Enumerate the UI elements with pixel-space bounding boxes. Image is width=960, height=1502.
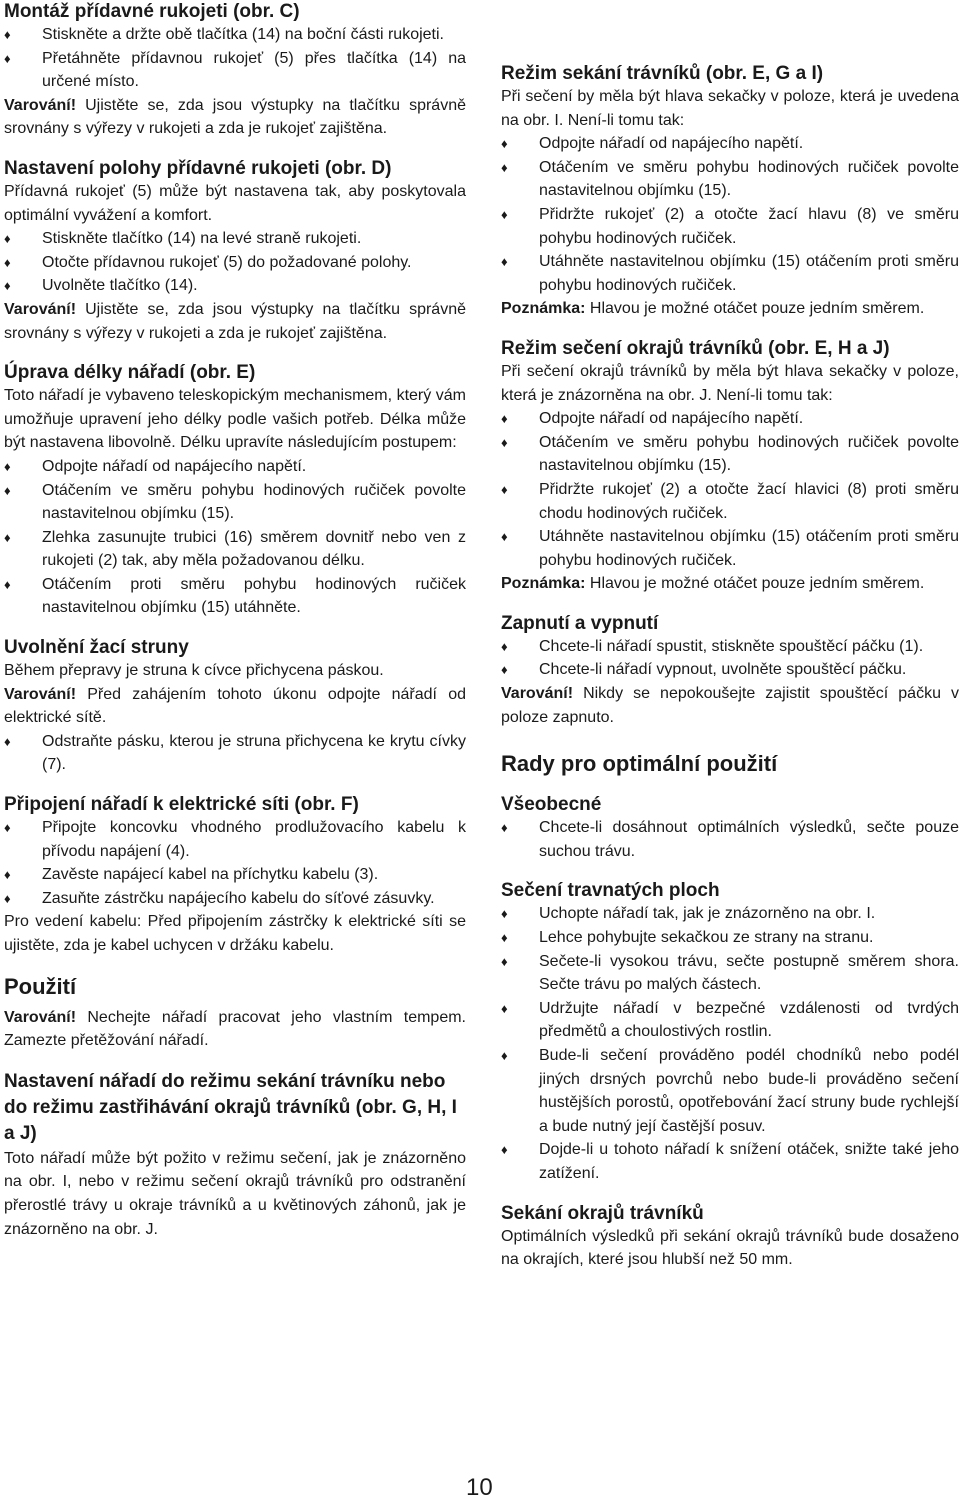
section-title-length-adjust: Úprava délky nářadí (obr. E) (4, 362, 256, 384)
section-title-power-connect: Připojení nářadí k elektrické síti (obr. F) (4, 794, 359, 816)
handle-mount-list (4, 23, 466, 94)
section-title-mowing-mode: Režim sekání trávníků (obr. E, G a I) (501, 63, 824, 84)
warning-paragraph (4, 1006, 466, 1053)
note-label: Poznámka: (501, 575, 586, 593)
warning-label: Varování! (4, 685, 77, 703)
list-item: ♦ Chcete-li nářadí vypnout, uvolněte spouštěcí páčku. (501, 658, 959, 682)
list-item: ♦ Připojte koncovku vhodného prodlužovacího kabelu k přívodu napájení (4). (4, 816, 466, 863)
list-item: ♦ Chcete-li dosáhnout optimálních výsledků, sečte pouze suchou trávu. (501, 816, 959, 863)
section-title-handle-mount: Montáž přídavné rukojeti (obr. C) (4, 1, 300, 22)
paragraph: Přídavná rukojeť (5) může být nastavena tak, aby poskytovala optimální vyvážení a komfort. (4, 182, 466, 224)
paragraph: Toto nářadí může být požito v režimu sečení, jak je znázorněno na obr. I, nebo v režimu sečení okrajů trávníků pro odstranění přerostlé trávy u okraje trávníků a u květinových záhonů, jak je znázorněno na obr. J. (4, 1149, 466, 1238)
list-item: ♦ Zlehka zasunujte trubici (16) směrem dovnitř nebo ven z rukojeti (2) tak, aby měla požadovanou délku. (4, 526, 466, 573)
length-adjust-list (4, 455, 466, 620)
paragraph: Při sečení okrajů trávníků by měla být hlava sekačky v poloze, která je znázorněna na obr. J. Není-li tomu tak: (501, 362, 959, 404)
paragraph: Optimálních výsledků při sekání okrajů trávníků bude dosaženo na okrajích, které jsou hlubší než 50 mm. (501, 1227, 959, 1269)
list-item: ♦ Otáčením ve směru pohybu hodinových ručiček povolte nastavitelnou objímku (15). (501, 431, 959, 478)
warning-paragraph (501, 682, 959, 729)
warning-text: Ujistěte se, zda jsou výstupky na tlačítku správně srovnány s výřezy v rukojeti a zda je rukojeť zajištěna. (4, 96, 466, 138)
note-text: Hlavou je možné otáčet pouze jedním směrem. (585, 575, 925, 593)
left-column (4, 0, 466, 1241)
section-title-tips: Rady pro optimální použití (501, 751, 778, 777)
list-item: ♦ Otáčením ve směru pohybu hodinových ručiček povolte nastavitelnou objímku (15). (4, 479, 466, 526)
list-item: ♦ Udržujte nářadí v bezpečné vzdálenosti od tvrdých předmětů a choulostivých rostlin. (501, 997, 959, 1044)
note-text: Hlavou je možné otáčet pouze jedním směrem. (585, 300, 925, 318)
list-item: ♦ Přidržte rukojeť (2) a otočte žací hlavici (8) proti směru chodu hodinových ručiček. (501, 478, 959, 525)
general-list (501, 816, 959, 863)
line-release-list (4, 730, 466, 777)
section-title-edge-cutting: Sekání okrajů trávníků (501, 1202, 704, 1224)
edging-mode-list (501, 407, 959, 572)
list-item: ♦ Uchopte nářadí tak, jak je znázorněno na obr. I. (501, 902, 959, 926)
section-title-lawn-mowing: Sečení travnatých ploch (501, 880, 720, 902)
warning-label: Varování! (4, 300, 77, 318)
warning-paragraph (4, 298, 466, 345)
warning-label: Varování! (501, 685, 574, 703)
lawn-mowing-list (501, 902, 959, 1185)
list-item: ♦ Utáhněte nastavitelnou objímku (15) otáčením proti směru pohybu hodinových ručiček. (501, 525, 959, 572)
list-item: ♦ Stiskněte a držte obě tlačítka (14) na boční části rukojeti. (4, 23, 466, 47)
warning-text: Nechejte nářadí pracovat jeho vlastním tempem. Zamezte přetěžování nářadí. (4, 1008, 466, 1050)
warning-paragraph (4, 94, 466, 141)
list-item: ♦ Utáhněte nastavitelnou objímku (15) otáčením proti směru pohybu hodinových ručiček. (501, 250, 959, 297)
power-connect-list (4, 816, 466, 910)
list-item: ♦ Otáčením proti směru pohybu hodinových ručiček nastavitelnou objímku (15) utáhněte. (4, 573, 466, 620)
paragraph: Při sečení by měla být hlava sekačky v poloze, která je uvedena na obr. I. Není-li tomu tak: (501, 88, 959, 129)
list-item: ♦ Chcete-li nářadí spustit, stiskněte spouštěcí páčku (1). (501, 635, 959, 659)
mowing-mode-list (501, 132, 959, 297)
paragraph: Toto nářadí je vybaveno teleskopickým mechanismem, který vám umožňuje upravení jeho délky podle vašich potřeb. Délka může být nastavena libovolně. Délku upravíte následujícím postupem: (4, 387, 466, 452)
section-title-handle-position: Nastavení polohy přídavné rukojeti (obr. D) (4, 157, 392, 179)
list-item: ♦ Zasuňte zástrčku napájecího kabelu do síťové zásuvky. (4, 887, 466, 911)
paragraph: Během přepravy je struna k cívce přichycena páskou. (4, 662, 384, 680)
list-item: ♦ Odstraňte pásku, kterou je struna přichycena ke krytu cívky (7). (4, 730, 466, 777)
warning-text: Nikdy se nepokoušejte zajistit spouštěcí páčku v poloze zapnuto. (501, 685, 959, 726)
warning-label: Varování! (4, 1008, 77, 1026)
list-item: ♦ Stiskněte tlačítko (14) na levé straně rukojeti. (4, 227, 466, 251)
section-title-usage: Použití (4, 973, 77, 999)
section-title-on-off: Zapnutí a vypnutí (501, 612, 659, 634)
list-item: ♦ Odpojte nářadí od napájecího napětí. (501, 407, 959, 431)
list-item: ♦ Otočte přídavnou rukojeť (5) do požadované polohy. (4, 251, 466, 275)
warning-text: Ujistěte se, zda jsou výstupky na tlačítku správně srovnány s výřezy v rukojeti a zda je rukojeť zajištěna. (4, 300, 466, 342)
section-title-mode-setup: Nastavení nářadí do režimu sekání trávníku nebo do režimu zastřihávání okrajů trávníků (obr. G, H, I a J) (4, 1070, 457, 1144)
right-column (501, 52, 959, 1272)
list-item: ♦ Otáčením ve směru pohybu hodinových ručiček povolte nastavitelnou objímku (15). (501, 156, 959, 203)
list-item: ♦ Přetáhněte přídavnou rukojeť (5) přes tlačítka (14) na určené místo. (4, 47, 466, 94)
warning-label: Varování! (4, 96, 77, 114)
section-title-general: Všeobecné (501, 794, 602, 816)
list-item: ♦ Odpojte nářadí od napájecího napětí. (501, 132, 959, 156)
page-number: 10 (466, 1474, 493, 1501)
list-item: ♦ Bude-li sečení prováděno podél chodníků nebo podél jiných drsných povrchů nebo bude-li prováděno sečení hustějších porostů, opotřebování žací struny bude rychlejší a bude nutný její častější posuv. (501, 1044, 959, 1138)
on-off-list (501, 635, 959, 682)
paragraph: Pro vedení kabelu: Před připojením zástrčky k elektrické síti se ujistěte, zda je kabel uchycen v držáku kabelu. (4, 913, 466, 954)
list-item: ♦ Odpojte nářadí od napájecího napětí. (4, 455, 466, 479)
list-item: ♦ Přidržte rukojeť (2) a otočte žací hlavu (8) ve směru pohybu hodinových ručiček. (501, 203, 959, 250)
note-label: Poznámka: (501, 300, 586, 318)
list-item: ♦ Dojde-li u tohoto nářadí k snížení otáček, snižte také jeho zatížení. (501, 1138, 959, 1185)
warning-paragraph (4, 683, 466, 730)
handle-position-list (4, 227, 466, 298)
list-item: ♦ Uvolněte tlačítko (14). (4, 274, 466, 298)
note-paragraph (501, 572, 959, 596)
list-item: ♦ Lehce pohybujte sekačkou ze strany na stranu. (501, 926, 959, 950)
warning-text: Před zahájením tohoto úkonu odpojte nářadí od elektrické sítě. (4, 685, 466, 727)
section-title-line-release: Uvolnění žací struny (4, 637, 189, 659)
list-item: ♦ Sečete-li vysokou trávu, sečte postupně směrem shora. Sečte trávu po malých částech. (501, 950, 959, 997)
note-paragraph (501, 297, 959, 321)
list-item: ♦ Zavěste napájecí kabel na příchytku kabelu (3). (4, 863, 466, 887)
section-title-edging-mode: Režim sečení okrajů trávníků (obr. E, H a J) (501, 337, 890, 359)
